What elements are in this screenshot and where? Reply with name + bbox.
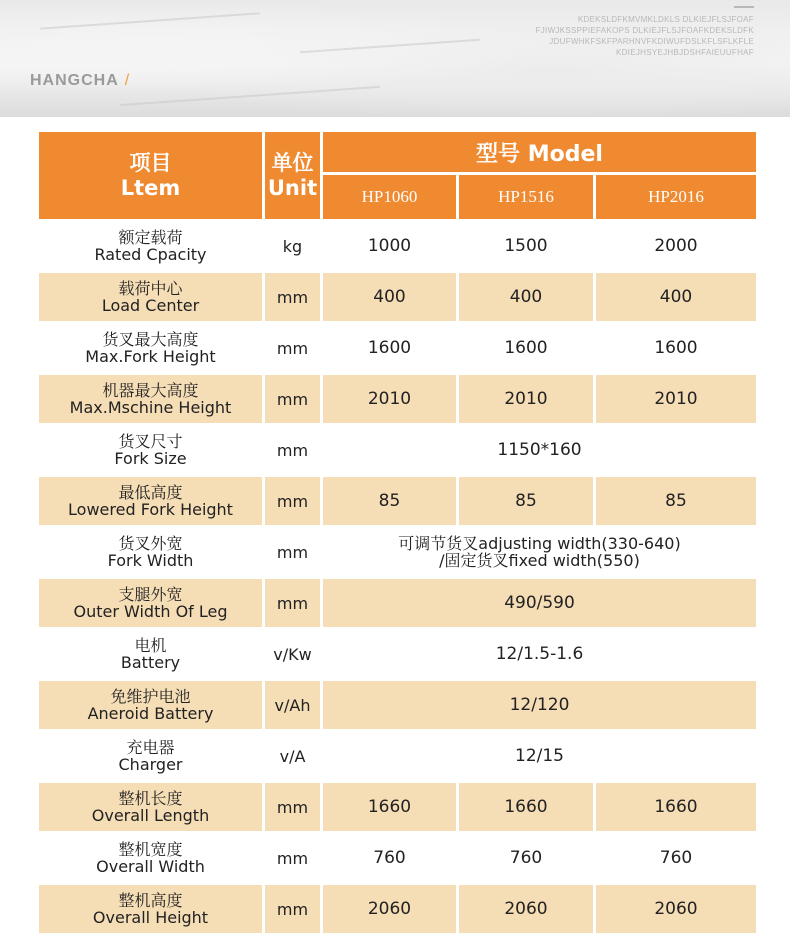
row-label: 支腿外宽 Outer Width Of Leg <box>39 579 262 627</box>
cell-value: 12/15 <box>323 732 756 780</box>
row-unit: mm <box>265 273 320 321</box>
cell-value: 1660 <box>323 783 456 831</box>
row-unit: kg <box>265 222 320 270</box>
brand-logo <box>30 72 130 90</box>
row-label: 整机宽度 Overall Width <box>39 834 262 882</box>
row-label: 货叉外宽 Fork Width <box>39 528 262 576</box>
table-row <box>39 885 756 933</box>
row-unit: v/Ah <box>265 681 320 729</box>
cell-value: 760 <box>596 834 756 882</box>
table-row <box>39 783 756 831</box>
table-row <box>39 273 756 321</box>
table-row <box>39 324 756 372</box>
cell-value: 2010 <box>459 375 593 423</box>
row-unit: v/Kw <box>265 630 320 678</box>
header-model: 型号 Model <box>323 132 756 172</box>
cell-value: 760 <box>323 834 456 882</box>
decorative-text: KDEKSLDFKMVMKLDKLS DLKIEJFLSJFOAF FJIWJKSSPPIEFAKOPS DLKIEJFLSJFOAFKDEKSLDFK JDUFWHKFSKFPARHNVFKDIWUFDSLKFLSFLKFLE KDIEJHSYEJHBJDSHFAIEUUFHAF <box>535 15 754 57</box>
table-row <box>39 375 756 423</box>
table-row <box>39 732 756 780</box>
cell-value: 1150*160 <box>323 426 756 474</box>
cell-value: 1600 <box>459 324 593 372</box>
cell-value: 1000 <box>323 222 456 270</box>
cell-value: 2010 <box>596 375 756 423</box>
cell-value: 85 <box>323 477 456 525</box>
cell-value: 2060 <box>459 885 593 933</box>
row-unit: mm <box>265 426 320 474</box>
row-unit: mm <box>265 375 320 423</box>
cell-value: 2000 <box>596 222 756 270</box>
cell-value: 400 <box>459 273 593 321</box>
row-unit: mm <box>265 477 320 525</box>
table-row <box>39 426 756 474</box>
cell-value: 490/590 <box>323 579 756 627</box>
row-label: 货叉最大高度 Max.Fork Height <box>39 324 262 372</box>
row-label: 最低高度 Lowered Fork Height <box>39 477 262 525</box>
row-unit: v/A <box>265 732 320 780</box>
table-row <box>39 477 756 525</box>
row-label: 电机 Battery <box>39 630 262 678</box>
spec-table <box>36 129 759 936</box>
table-row <box>39 630 756 678</box>
row-unit: mm <box>265 528 320 576</box>
brand-slash: / <box>124 72 131 89</box>
cell-value: 1660 <box>459 783 593 831</box>
row-unit: mm <box>265 324 320 372</box>
table-row <box>39 681 756 729</box>
row-label: 载荷中心 Load Center <box>39 273 262 321</box>
table-row <box>39 579 756 627</box>
header-unit: 单位 Unit <box>265 132 320 219</box>
table-row <box>39 222 756 270</box>
header-model-hp1516: HP1516 <box>459 175 593 219</box>
row-label: 货叉尺寸 Fork Size <box>39 426 262 474</box>
row-label: 免维护电池 Aneroid Battery <box>39 681 262 729</box>
row-label: 机器最大高度 Max.Mschine Height <box>39 375 262 423</box>
cell-value: 12/120 <box>323 681 756 729</box>
cell-value: 400 <box>323 273 456 321</box>
cell-value: 400 <box>596 273 756 321</box>
row-unit: mm <box>265 783 320 831</box>
cell-value: 760 <box>459 834 593 882</box>
row-unit: mm <box>265 579 320 627</box>
cell-value: 2060 <box>596 885 756 933</box>
row-label: 额定载荷 Rated Cpacity <box>39 222 262 270</box>
cell-value: 85 <box>459 477 593 525</box>
header-banner <box>0 0 790 117</box>
header-model-hp2016: HP2016 <box>596 175 756 219</box>
cell-value: 1660 <box>596 783 756 831</box>
decorative-bar <box>734 6 754 8</box>
row-unit: mm <box>265 834 320 882</box>
cell-value: 1600 <box>323 324 456 372</box>
cell-value: 1600 <box>596 324 756 372</box>
cell-value: 可调节货叉adjusting width(330-640) /固定货叉fixed width(550) <box>323 528 756 576</box>
row-label: 充电器 Charger <box>39 732 262 780</box>
row-label: 整机长度 Overall Length <box>39 783 262 831</box>
row-label: 整机高度 Overall Height <box>39 885 262 933</box>
cell-value: 85 <box>596 477 756 525</box>
cell-value: 2060 <box>323 885 456 933</box>
cell-value: 2010 <box>323 375 456 423</box>
cell-value: 1500 <box>459 222 593 270</box>
brand-name: HANGCHA <box>30 72 119 89</box>
cell-value: 12/1.5-1.6 <box>323 630 756 678</box>
table-row <box>39 528 756 576</box>
row-unit: mm <box>265 885 320 933</box>
table-row <box>39 834 756 882</box>
header-model-hp1060: HP1060 <box>323 175 456 219</box>
header-item: 项目 Ltem <box>39 132 262 219</box>
